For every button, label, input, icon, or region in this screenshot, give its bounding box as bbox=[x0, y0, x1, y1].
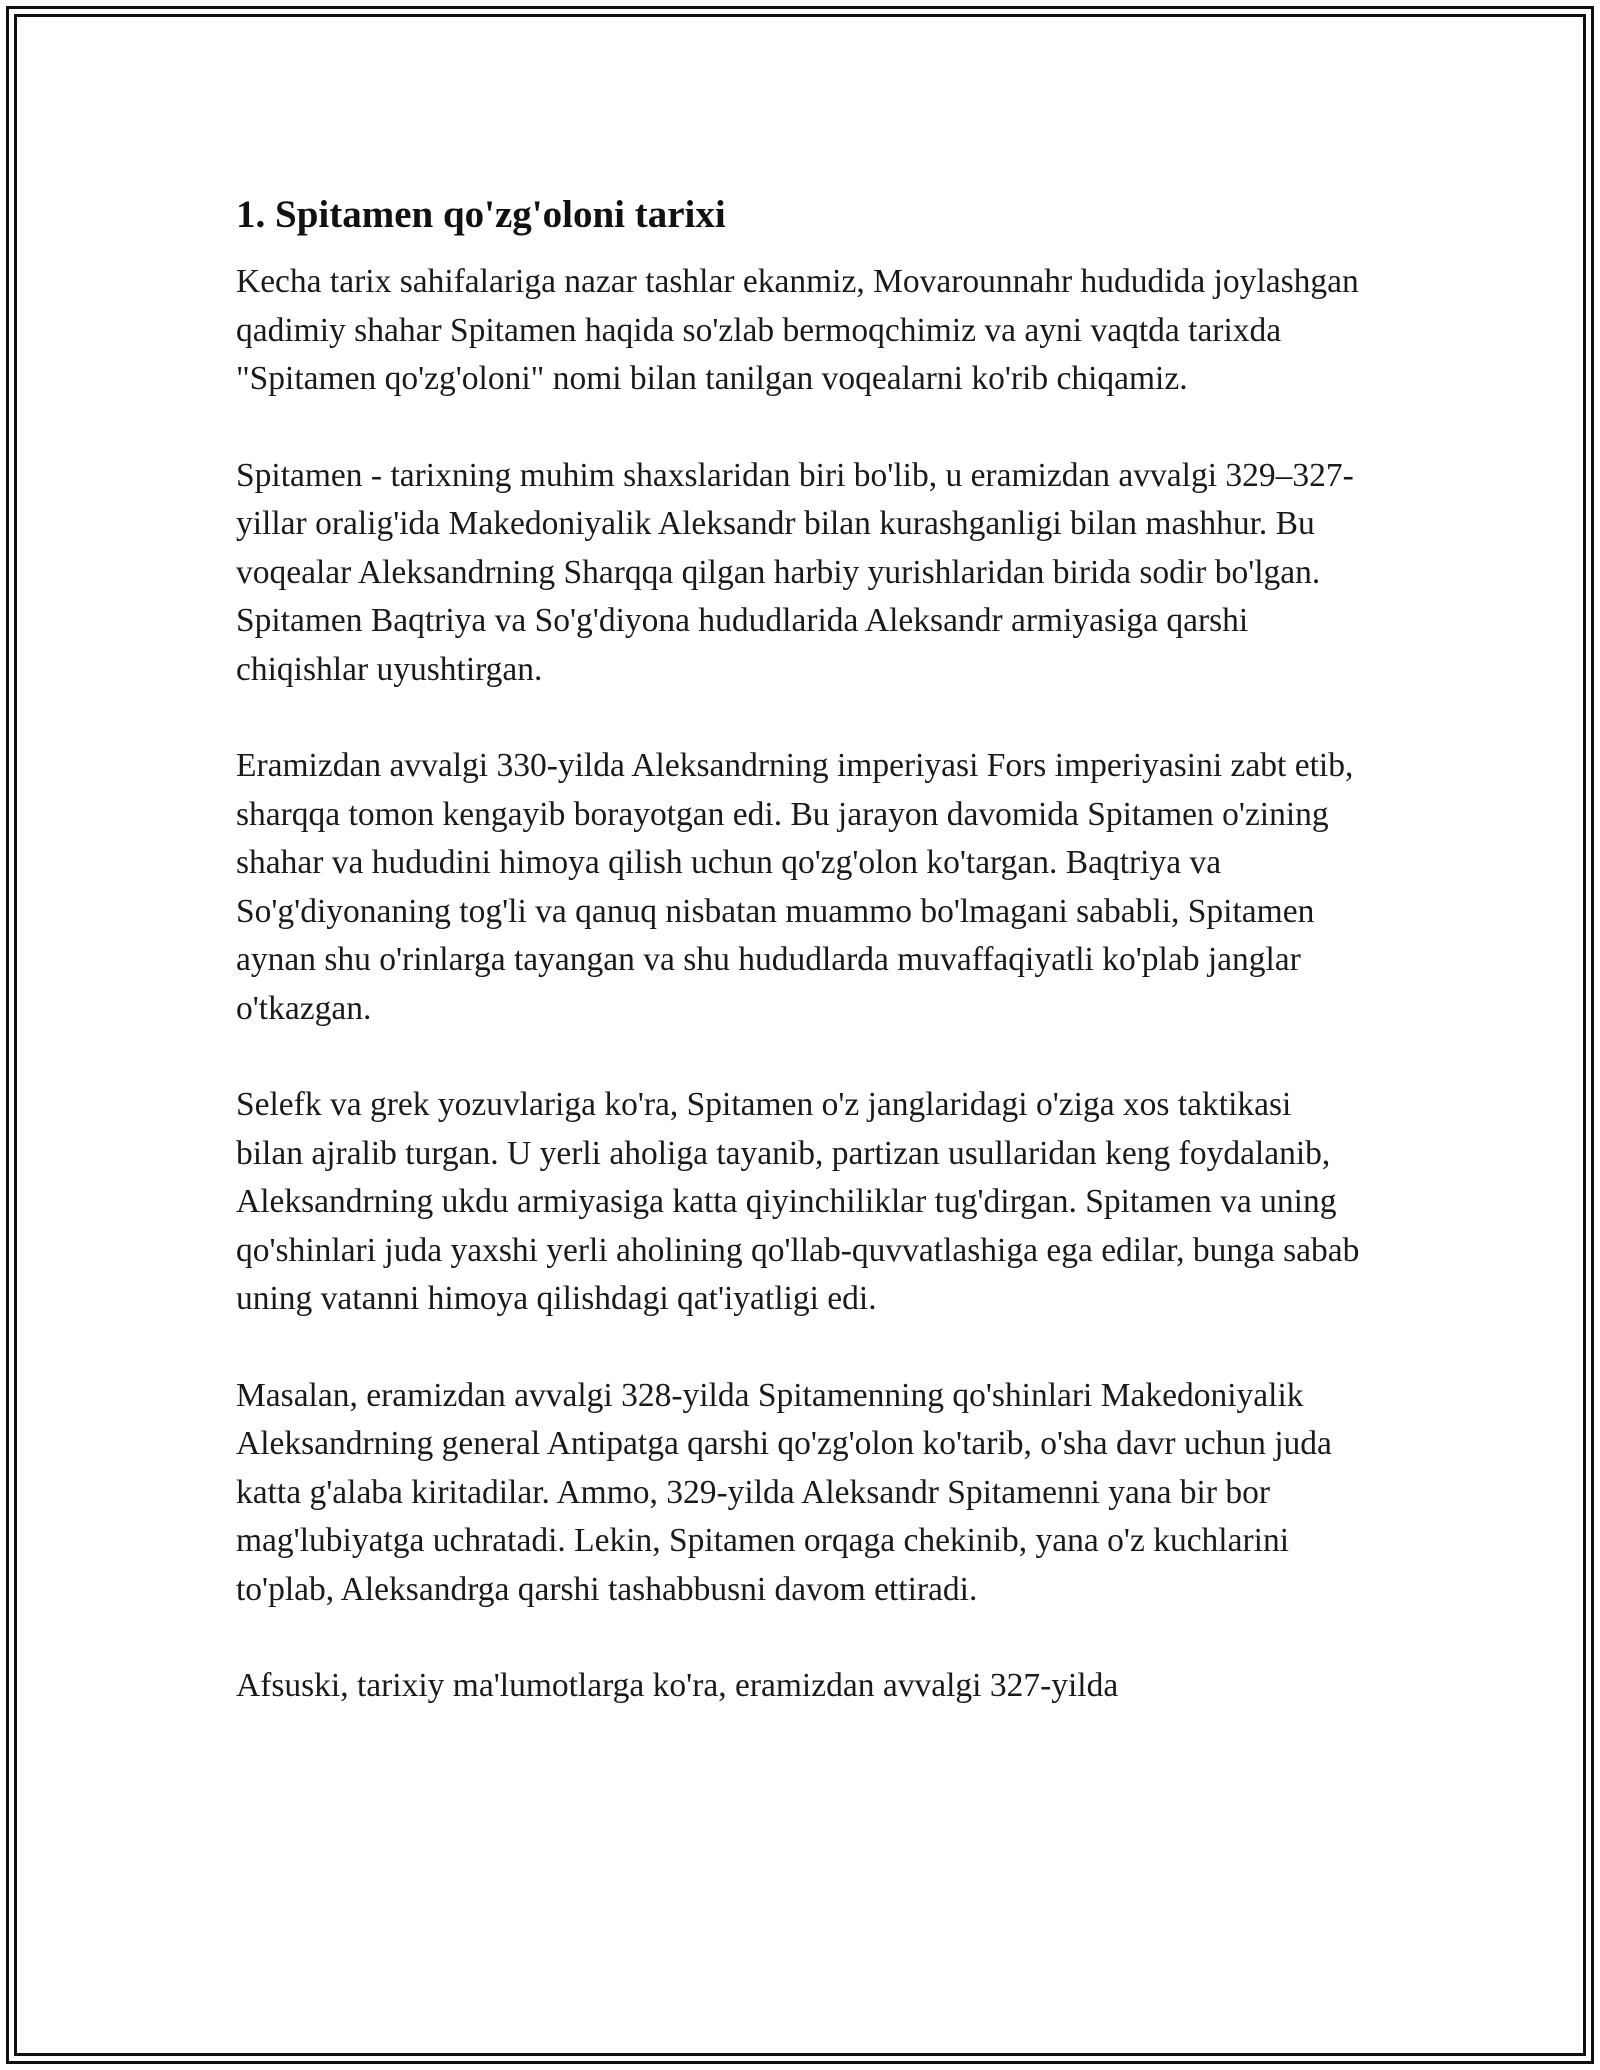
document-title: 1. Spitamen qo'zg'oloni tarixi bbox=[236, 193, 726, 236]
paragraph-5: Masalan, eramizdan avvalgi 328-yilda Spitamenning qo'shinlari Makedoniyalik Aleksandrning general Antipatga qarshi qo'zg'olon ko'tarib, o'sha davr uchun juda katta g'alaba kiritadilar. Ammo, 329-yilda Aleksandr Spitamenni yana bir bor mag'lubiyatga uchratadi. Lekin, Spitamen orqaga chekinib, yana o'z kuchlarini to'plab, Aleksandrga qarshi tashabbusni davom ettiradi. bbox=[236, 1376, 1332, 1608]
paragraph-3: Eramizdan avvalgi 330-yilda Aleksandrning imperiyasi Fors imperiyasini zabt etib, sharqqa tomon kengayib borayotgan edi. Bu jarayon davomida Spitamen o'zining shahar va hududini himoya qilish uchun qo'zg'olon ko'targan. Baqtriya va So'g'diyonaning tog'li va qanuq nisbatan muammo bo'lmagani sababli, Spitamen aynan shu o'rinlarga tayangan va shu hududlarda muvaffaqiyatli ko'plab janglar o'tkazgan. bbox=[236, 747, 1354, 1027]
paragraph-4: Selefk va grek yozuvlariga ko'ra, Spitamen o'z janglaridagi o'ziga xos taktikasi bilan ajralib turgan. U yerli aholiga tayanib, partizan usullaridan keng foydalanib, Aleksandrning ukdu armiyasiga katta qiyinchiliklar tug'dirgan. Spitamen va uning qo'shinlari juda yaxshi yerli aholining qo'llab-quvvatlashiga ega edilar, bunga sabab uning vatanni himoya qilishdagi qat'iyatligi edi. bbox=[236, 1086, 1360, 1317]
paragraph-6: Afsuski, tarixiy ma'lumotlarga ko'ra, eramizdan avvalgi 327-yilda bbox=[236, 1667, 1119, 1704]
paragraph-1: Kecha tarix sahifalariga nazar tashlar ekanmiz, Movarounnahr hududida joylashgan qadimiy shahar Spitamen haqida so'zlab bermoqchimiz va ayni vaqtda tarixda "Spitamen qo'zg'oloni" nomi bilan tanilgan voqealarni ko'rib chiqamiz. bbox=[236, 263, 1359, 397]
document-body bbox=[236, 186, 1366, 1759]
paragraph-2: Spitamen - tarixning muhim shaxslaridan biri bo'lib, u eramizdan avvalgi 329–327-yillar oralig'ida Makedoniyalik Aleksandr bilan kurashganligi bilan mashhur. Bu voqealar Aleksandrning Sharqqa qilgan harbiy yurishlaridan birida sodir bo'lgan. Spitamen Baqtriya va So'g'diyona hududlarida Aleksandr armiyasiga qarshi chiqishlar uyushtirgan. bbox=[236, 456, 1354, 688]
